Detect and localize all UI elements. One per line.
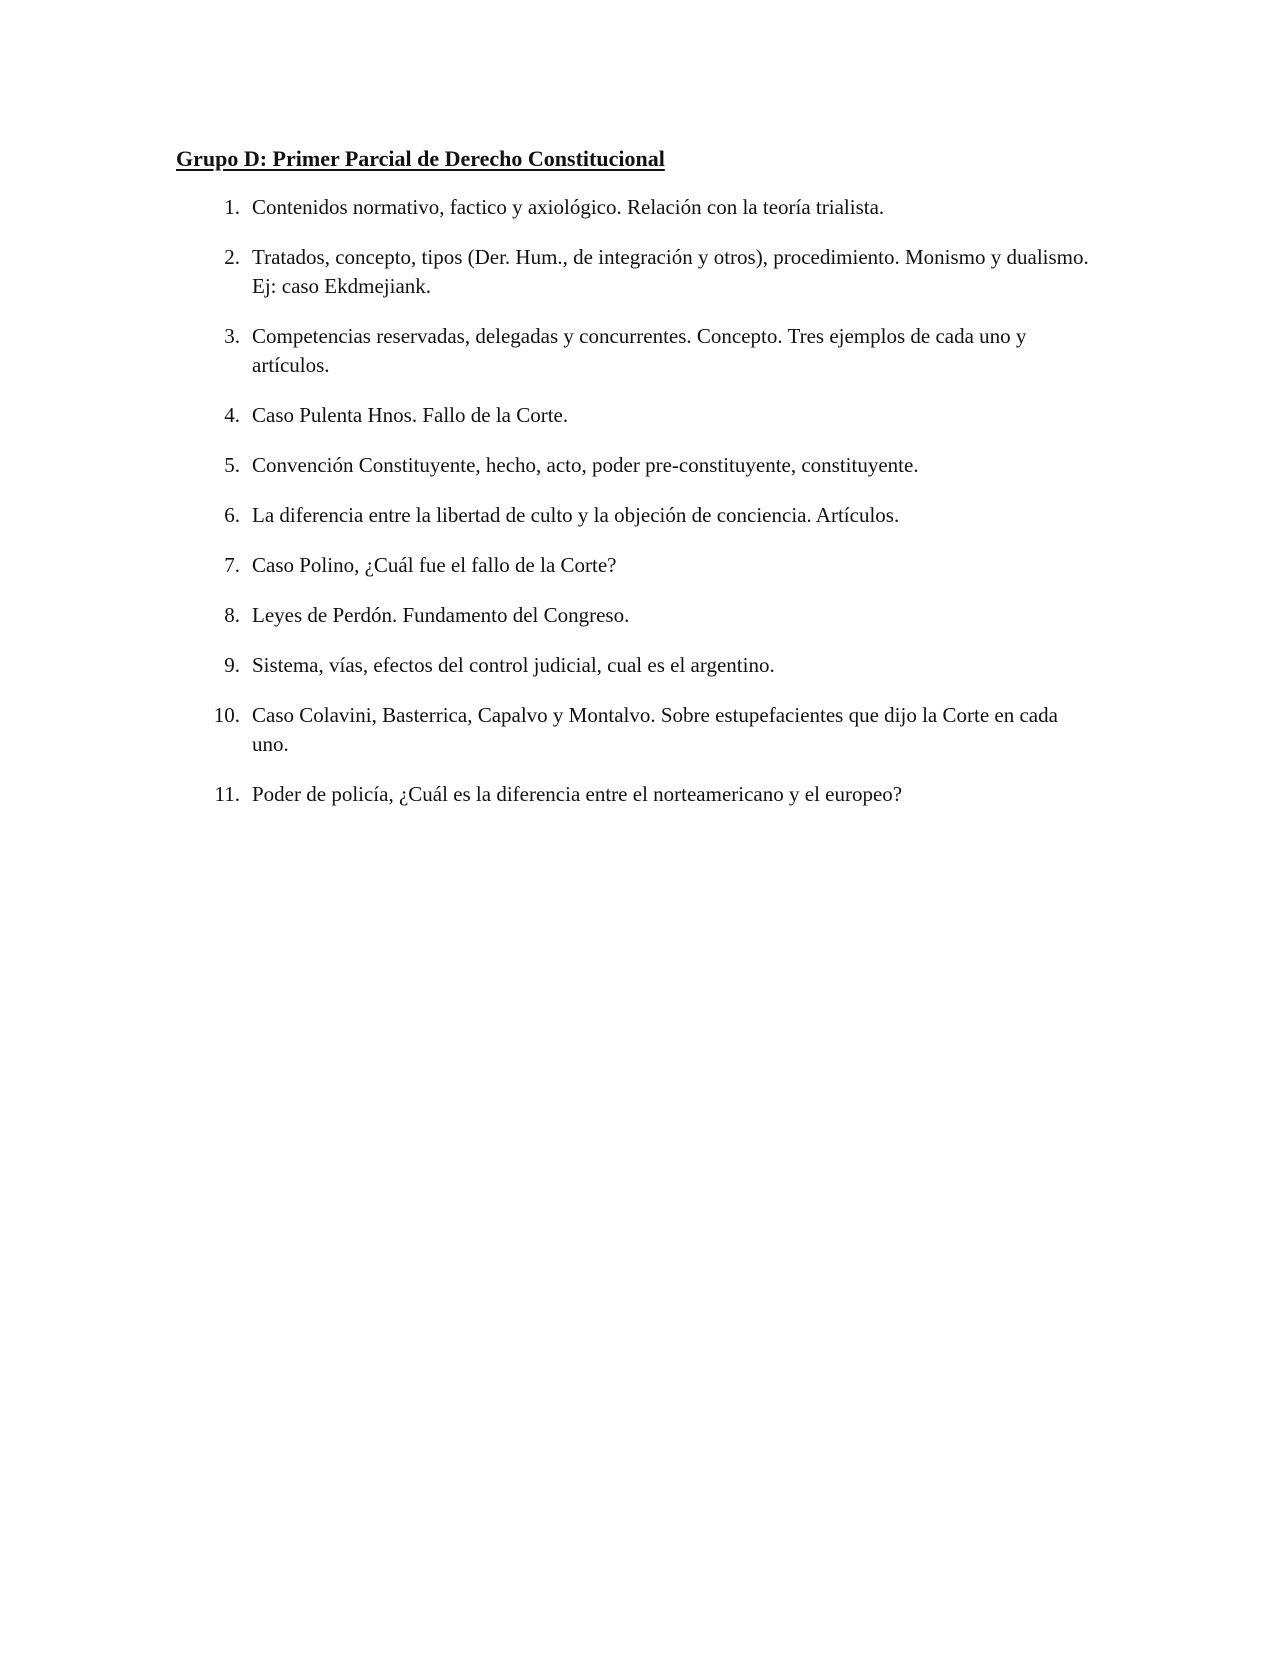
question-item bbox=[176, 780, 1096, 809]
question-text: Caso Colavini, Basterrica, Capalvo y Montalvo. Sobre estupefacientes que dijo la Corte en cada uno. bbox=[252, 703, 1058, 756]
question-item bbox=[176, 193, 1096, 222]
question-item bbox=[176, 651, 1096, 680]
question-number: 7. bbox=[224, 553, 240, 577]
question-item bbox=[176, 501, 1096, 530]
question-text: Leyes de Perdón. Fundamento del Congreso. bbox=[252, 603, 630, 627]
question-text: Convención Constituyente, hecho, acto, poder pre-constituyente, constituyente. bbox=[252, 453, 919, 477]
question-number: 3. bbox=[224, 324, 240, 348]
question-item bbox=[176, 322, 1096, 380]
question-list bbox=[176, 193, 1096, 830]
question-number: 8. bbox=[224, 603, 240, 627]
question-text: Tratados, concepto, tipos (Der. Hum., de integración y otros), procedimiento. Monismo y dualismo. Ej: caso Ekdmejiank. bbox=[252, 245, 1089, 298]
question-item bbox=[176, 401, 1096, 430]
question-item bbox=[176, 701, 1096, 759]
question-item bbox=[176, 451, 1096, 480]
question-number: 2. bbox=[224, 245, 240, 269]
question-number: 11. bbox=[214, 782, 240, 806]
question-text: Competencias reservadas, delegadas y concurrentes. Concepto. Tres ejemplos de cada uno y artículos. bbox=[252, 324, 1027, 377]
question-text: Sistema, vías, efectos del control judicial, cual es el argentino. bbox=[252, 653, 775, 677]
question-number: 10. bbox=[213, 703, 240, 727]
question-item bbox=[176, 243, 1096, 301]
question-number: 1. bbox=[224, 195, 240, 219]
question-text: La diferencia entre la libertad de culto y la objeción de conciencia. Artículos. bbox=[252, 503, 900, 527]
question-text: Contenidos normativo, factico y axiológico. Relación con la teoría trialista. bbox=[252, 195, 885, 219]
question-text: Poder de policía, ¿Cuál es la diferencia entre el norteamericano y el europeo? bbox=[252, 782, 903, 806]
question-number: 6. bbox=[224, 503, 240, 527]
question-text: Caso Pulenta Hnos. Fallo de la Corte. bbox=[252, 403, 569, 427]
question-number: 4. bbox=[224, 403, 240, 427]
question-number: 9. bbox=[224, 653, 240, 677]
question-item bbox=[176, 601, 1096, 630]
question-item bbox=[176, 551, 1096, 580]
document-title: Grupo D: Primer Parcial de Derecho Constitucional bbox=[176, 146, 665, 171]
question-text: Caso Polino, ¿Cuál fue el fallo de la Corte? bbox=[252, 553, 617, 577]
question-number: 5. bbox=[224, 453, 240, 477]
